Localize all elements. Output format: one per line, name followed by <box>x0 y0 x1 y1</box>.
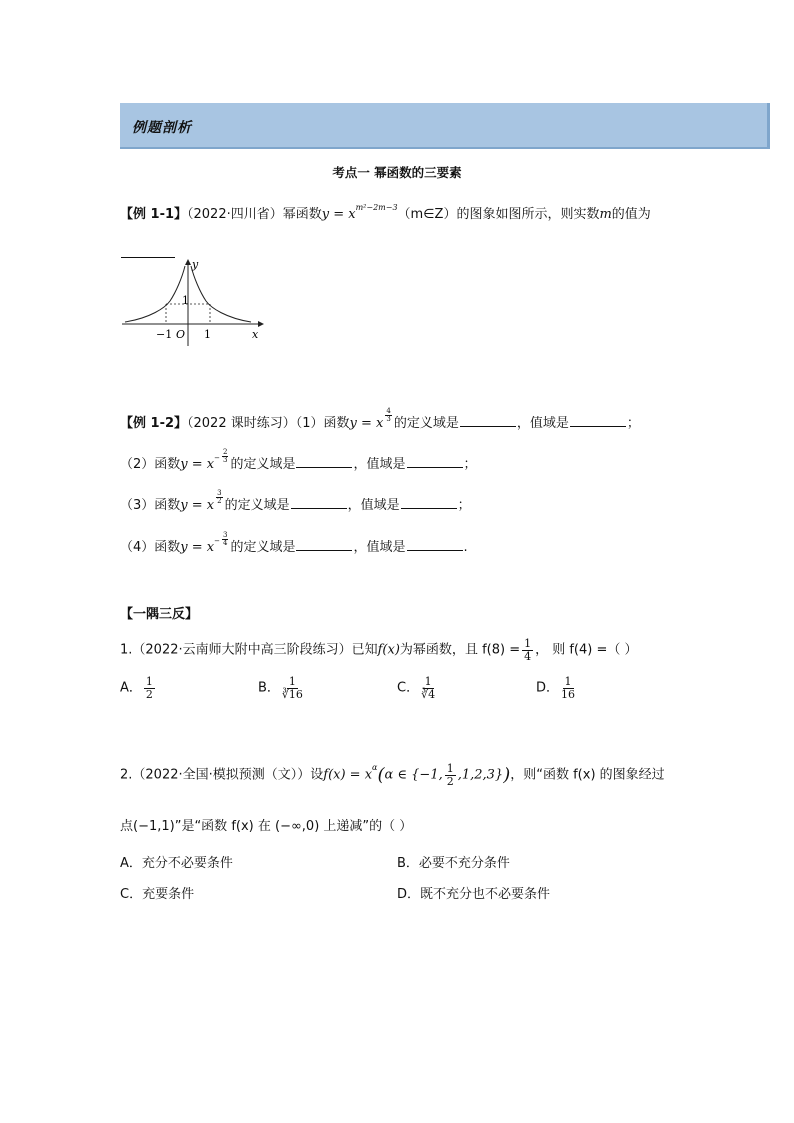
power-function-graph <box>120 256 270 348</box>
domain-text: 的定义域是 <box>224 498 290 513</box>
banner-title: 例题剖析 <box>132 120 192 136</box>
range-text: ，值域是 <box>516 416 569 431</box>
q1-fraction: $\frac{1}{4}$ <box>524 637 532 663</box>
example-label: 【例 1-1】 <box>120 207 188 222</box>
period: . <box>463 540 468 555</box>
range-text: ，值域是 <box>347 498 400 513</box>
option-fraction: $\frac{1}{16}$ <box>561 675 576 701</box>
origin-label: O <box>176 328 186 341</box>
power-exponent: m²−2m−3 <box>355 202 398 212</box>
example-1-1-stem <box>120 203 651 222</box>
example-source: （2022 课时练习）（1）函数 <box>187 416 350 431</box>
practice-header: 【一隅三反】 <box>120 607 199 622</box>
q1-tail: ， 则 f(4) =（ ） <box>535 642 638 658</box>
example-source: （2022·四川省）幂函数 <box>187 207 322 222</box>
semicolon: ； <box>457 498 471 513</box>
range-blank <box>407 539 463 551</box>
option-fraction: $\frac{1}{2}$ <box>145 675 153 701</box>
q2-option-a[interactable]: A．充分不必要条件 <box>120 856 233 871</box>
option-fraction: $\frac{1}{∛16}$ <box>281 675 303 701</box>
domain-text: 的定义域是 <box>230 540 296 555</box>
domain-text: 的定义域是 <box>230 457 296 472</box>
domain-blank <box>296 539 352 551</box>
example-1-2-line-2 <box>120 447 477 472</box>
section-title: 考点一 幂函数的三要素 <box>332 165 462 180</box>
var-m: m <box>599 207 612 222</box>
q1-source: 1.（2022·云南师大附中高三阶段练习）已知 <box>120 642 378 658</box>
curve-right <box>191 266 251 322</box>
exponent: $\frac{4}{3}$ <box>386 406 391 423</box>
q2-option-b[interactable]: B．必要不充分条件 <box>397 856 510 871</box>
domain-blank <box>296 456 352 468</box>
q2-option-d[interactable]: D．既不充分也不必要条件 <box>397 887 551 902</box>
range-blank <box>407 456 463 468</box>
tick-one: 1 <box>204 328 211 341</box>
semicolon: ； <box>626 416 640 431</box>
question-2-stem: 2.（2022·全国·模拟预测（文））设$f(x) = x^\alpha(\alpha$ ∈ {−1, $\frac{1}{2}$ ,1,2,3})，则“函数 f(x) 的图象经过 <box>120 762 665 788</box>
range-text: ，值域是 <box>353 457 406 472</box>
range-text: ，值域是 <box>353 540 406 555</box>
item-prefix: （4）函数 <box>120 540 181 555</box>
question-1-stem <box>120 638 638 662</box>
func: y = x <box>180 457 215 472</box>
q1-option-c[interactable]: C． $\frac{1}{∛4}$ <box>397 675 436 701</box>
q1-option-d[interactable]: D． $\frac{1}{16}$ <box>536 675 576 701</box>
integer-condition: （m∈Z） <box>397 207 457 222</box>
curve-left <box>125 266 185 322</box>
power-function: y = x <box>321 207 356 222</box>
stem-rest: 的图象如图所示，则实数 <box>456 207 600 222</box>
y-axis-label: y <box>192 258 199 271</box>
question-2-line-2: 点(−1,1)”是“函数 f(x) 在 (−∞,0) 上递减”的（ ） <box>120 819 413 834</box>
stem-tail: 的值为 <box>611 207 651 222</box>
semicolon: ； <box>463 457 477 472</box>
example-label: 【例 1-2】 <box>120 416 188 431</box>
y-axis-arrow <box>185 259 191 265</box>
x-axis-label: x <box>252 328 259 341</box>
q2-set-start: α ∈ {−1, <box>384 767 443 783</box>
range-blank <box>401 497 457 509</box>
func: y = x <box>180 498 215 513</box>
q2-tail: ，则“函数 f(x) 的图象经过 <box>510 767 665 783</box>
range-blank <box>570 415 626 427</box>
q2-set-fraction: $\frac{1}{2}$ <box>446 762 454 788</box>
domain-blank <box>460 415 516 427</box>
x-axis-arrow <box>258 321 264 327</box>
q2-set-end: ,1,2,3} <box>457 767 504 783</box>
option-fraction: $\frac{1}{∛4}$ <box>421 675 436 701</box>
func: y = x <box>180 540 215 555</box>
q1-condition: 且 f(8) = <box>464 642 521 658</box>
exponent-sign: − <box>214 454 220 462</box>
exponent: $\frac{3}{4}$ <box>223 530 228 547</box>
example-1-2-line-4 <box>120 530 468 555</box>
item-prefix: （2）函数 <box>120 457 181 472</box>
tick-neg-one: −1 <box>156 328 173 341</box>
section-banner <box>120 103 770 149</box>
example-1-2-line-3 <box>120 488 471 513</box>
exponent: $\frac{3}{2}$ <box>217 488 222 505</box>
item-prefix: （3）函数 <box>120 498 181 513</box>
func: y = x <box>349 416 384 431</box>
tick-one-y: 1 <box>182 294 189 307</box>
q1-fx: f(x) <box>377 642 400 658</box>
q2-source: 2.（2022·全国·模拟预测（文））设 <box>120 767 324 783</box>
q2-alpha: α <box>372 763 378 773</box>
q1-option-a[interactable]: A． $\frac{1}{2}$ <box>120 675 153 701</box>
q1-option-b[interactable]: B． $\frac{1}{∛16}$ <box>258 675 303 701</box>
example-1-2-line-1 <box>120 406 640 431</box>
domain-text: 的定义域是 <box>393 416 459 431</box>
domain-blank <box>291 497 347 509</box>
q1-mid: 为幂函数， <box>399 642 465 658</box>
q2-option-c[interactable]: C．充要条件 <box>120 887 195 902</box>
exponent: $\frac{2}{3}$ <box>223 447 228 464</box>
exponent-sign: − <box>214 537 220 545</box>
q2-function: f(x) = x <box>323 767 373 783</box>
